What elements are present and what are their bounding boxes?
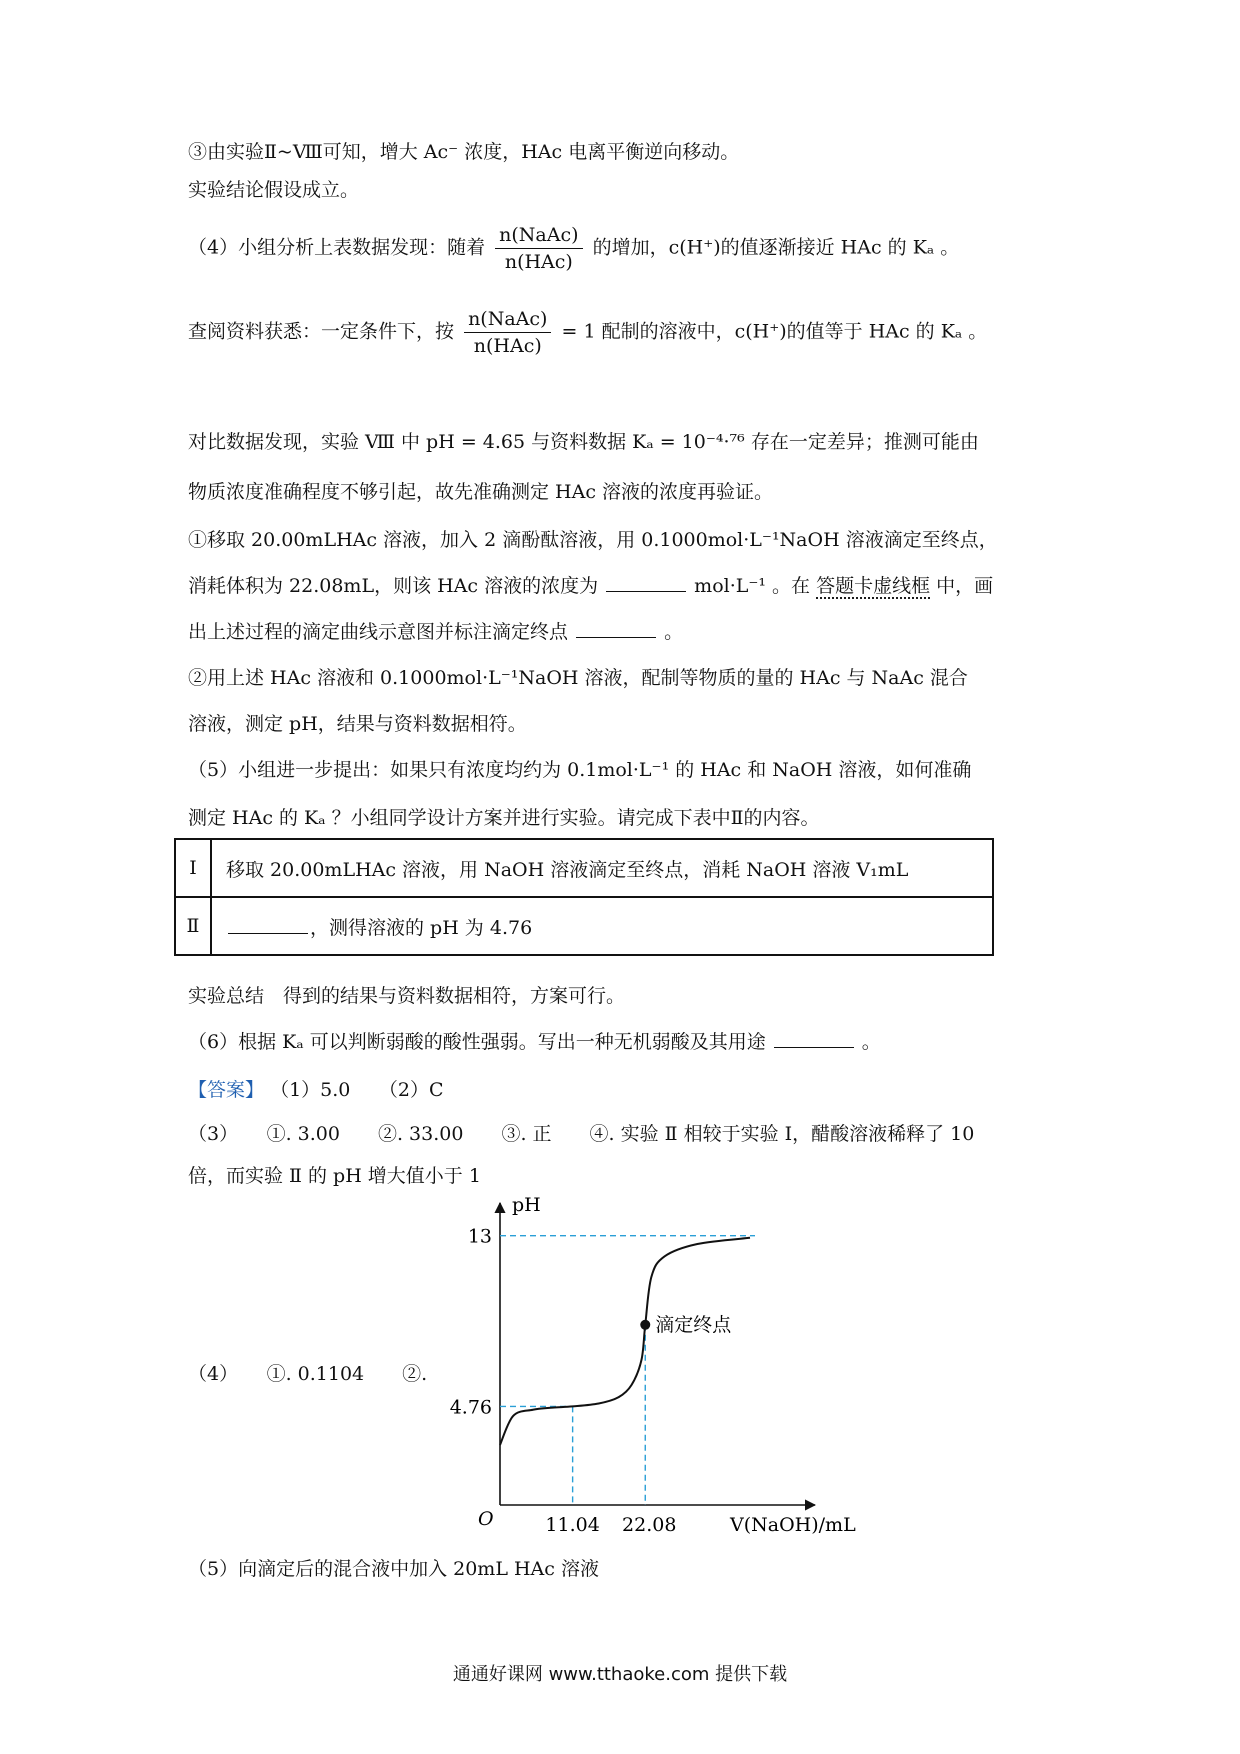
footer-source: 通通好课网 www.tthaoke.com 提供下载 (452, 1664, 788, 1685)
answer-line: （4） ①. 0.1104 ②. (188, 1363, 428, 1385)
answer-blank (228, 915, 308, 934)
text-segment: 消耗体积为 22.08mL，则该 HAc 溶液的浓度为 (188, 575, 599, 597)
tick-labels (450, 1226, 677, 1536)
text-line: ②用上述 HAc 溶液和 0.1000mol·L⁻¹NaOH 溶液，配制等物质的量的 HAc 与 NaAc 混合 (188, 667, 968, 689)
emphasis-text: 答题卡虚线框 (816, 575, 931, 597)
answer-line: （5）向滴定后的混合液中加入 20mL HAc 溶液 (188, 1558, 599, 1580)
x-axis-label: V(NaOH)/mL (730, 1514, 856, 1536)
text-segment: = 1 配制的溶液中，c(H⁺)的值等于 HAc 的 Kₐ 。 (561, 320, 988, 343)
text-segment: 的增加，c(H⁺)的值逐渐接近 HAc 的 Kₐ 。 (592, 236, 960, 259)
answer-label: 【答案】 (188, 1079, 265, 1101)
text-line: ①移取 20.00mLHAc 溶液，加入 2 滴酚酞溶液，用 0.1000mol·L⁻¹NaOH 溶液滴定至终点， (188, 529, 998, 551)
text-segment: ，测得溶液的 pH 为 4.76 (310, 916, 533, 939)
y-tick-label: 13 (467, 1225, 492, 1248)
table-row (175, 897, 993, 955)
fraction-numerator: n(NaAc) (495, 222, 582, 249)
experiment-table (174, 838, 994, 956)
text-line: 物质浓度准确程度不够引起，故先准确测定 HAc 溶液的浓度再验证。 (188, 481, 774, 503)
y-axis-label: pH (512, 1195, 541, 1216)
table-row (175, 839, 993, 897)
origin-label: O (478, 1508, 494, 1530)
text-line: 溶液，测定 pH，结果与资料数据相符。 (188, 713, 527, 735)
answer-line: （3） ①. 3.00 ②. 33.00 ③. 正 ④. 实验 Ⅱ 相较于实验 Ⅰ，醋酸溶液稀释了 10 (188, 1123, 975, 1145)
text-segment: 。 (861, 1031, 881, 1053)
fraction-numerator: n(NaAc) (464, 306, 551, 333)
text-segment: 。 (664, 621, 684, 643)
table-cell-text: 移取 20.00mLHAc 溶液，用 NaOH 溶液滴定至终点，消耗 NaOH 溶液 V₁mL (211, 839, 993, 897)
x-tick-label: 11.04 (545, 1514, 600, 1536)
fraction (464, 306, 551, 359)
titration-curve (500, 1238, 750, 1445)
text-line: 测定 HAc 的 Kₐ ？小组同学设计方案并进行实验。请完成下表中Ⅱ的内容。 (188, 807, 820, 829)
text-segment: （6）根据 Kₐ 可以判断弱酸的酸性强弱。写出一种无机弱酸及其用途 (188, 1031, 766, 1053)
answer-line: 倍，而实验 Ⅱ 的 pH 增大值小于 1 (188, 1165, 481, 1187)
table-cell-index: Ⅰ (175, 839, 211, 897)
text-line: 实验结论假设成立。 (188, 179, 360, 201)
table-cell-index: Ⅱ (175, 897, 211, 955)
text-segment: 中，画 (936, 575, 994, 597)
text-line: ③由实验Ⅱ~Ⅷ可知，增大 Ac⁻ 浓度，HAc 电离平衡逆向移动。 (188, 141, 740, 163)
answer-blank (606, 573, 686, 592)
text-segment: 查阅资料获悉：一定条件下，按 (188, 320, 455, 343)
endpoint-annotation: 滴定终点 (655, 1313, 732, 1336)
x-tick-label: 22.08 (622, 1514, 677, 1536)
fraction-denominator: n(HAc) (504, 251, 573, 273)
text-segment: 出上述过程的滴定曲线示意图并标注滴定终点 (188, 621, 569, 643)
reference-line (188, 306, 987, 359)
text-segment: （1）5.0 （2）C (270, 1079, 444, 1101)
answer-blank (774, 1029, 854, 1048)
fraction (495, 222, 582, 275)
fraction-denominator: n(HAc) (473, 335, 542, 357)
text-line (188, 572, 993, 600)
table-cell-text (211, 897, 993, 955)
text-line (188, 1028, 881, 1056)
answer-blank (576, 619, 656, 638)
text-line: 实验总结 得到的结果与资料数据相符，方案可行。 (188, 985, 626, 1007)
text-segment: mol·L⁻¹ 。在 (694, 575, 811, 597)
text-line: （5）小组进一步提出：如果只有浓度均约为 0.1mol·L⁻¹ 的 HAc 和 NaOH 溶液，如何准确 (188, 759, 972, 781)
question-4-line (188, 222, 959, 275)
answer-line (188, 1076, 444, 1104)
y-tick-label: 4.76 (449, 1396, 492, 1419)
guide-lines (500, 1236, 755, 1505)
endpoint-marker (640, 1320, 650, 1330)
text-line (188, 618, 683, 646)
text-segment: （4）小组分析上表数据发现：随着 (188, 236, 486, 259)
text-line: 对比数据发现，实验 Ⅷ 中 pH = 4.65 与资料数据 Kₐ = 10⁻⁴·⁷⁶ 存在一定差异；推测可能由 (188, 431, 979, 453)
titration-curve-chart (440, 1195, 900, 1540)
